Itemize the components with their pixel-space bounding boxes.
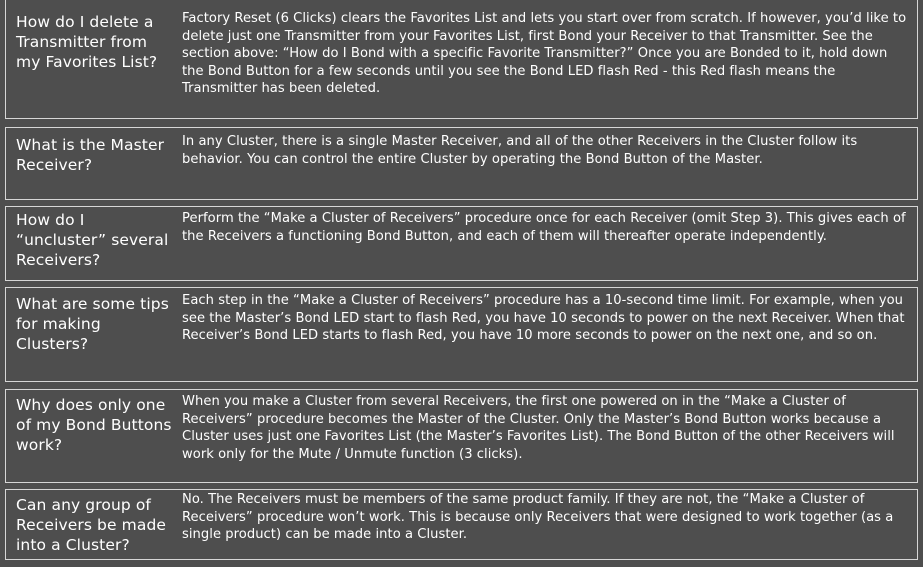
- faq-answer: In any Cluster, there is a single Master Receiver, and all of the other Receivers in the Cluster follow its behavior. You can control the entire Cluster by operating the Bond Button of the Master.: [182, 134, 858, 167]
- faq-row-cluster-tips: [5, 287, 918, 382]
- faq-row-uncluster: [5, 206, 918, 281]
- faq-row-master-receiver: [5, 127, 918, 200]
- faq-question: How do I delete a Transmitter from my Favorites List?: [16, 13, 158, 71]
- faq-answer: No. The Receivers must be members of the same product family. If they are not, the “Make a Cluster of Receivers” procedure won’t work. This is because only Receivers that were designed to work together (as a single product) can be made into a Cluster.: [182, 492, 894, 543]
- faq-question: Can any group of Receivers be made into a Cluster?: [16, 496, 167, 554]
- faq-row-delete-transmitter: [5, 0, 918, 119]
- faq-question: How do I “uncluster” several Receivers?: [16, 211, 169, 269]
- faq-question: What is the Master Receiver?: [16, 136, 165, 174]
- faq-answer: When you make a Cluster from several Receivers, the first one powered on in the “Make a Cluster of Receivers” procedure becomes the Master of the Cluster. Only the Master’s Bond Button works because a Cluster uses just one Favorites List (the Master’s Favorites List). The Bond Button of the other Receivers will work only for the Mute / Unmute function (3 clicks).: [182, 394, 895, 462]
- faq-question: Why does only one of my Bond Buttons work?: [16, 396, 172, 454]
- faq-answer: Each step in the “Make a Cluster of Receivers” procedure has a 10-second time limit. For example, when you see the Master’s Bond LED start to flash Red, you have 10 seconds to power on the next Receiver. When that Receiver’s Bond LED starts to flash Red, you have 10 more seconds to power on the next one, and so on.: [182, 293, 905, 344]
- faq-answer: Factory Reset (6 Clicks) clears the Favorites List and lets you start over from scratch. If however, you’d like to delete just one Transmitter from your Favorites List, first Bond your Receiver to that Transmitter. See the section above: “How do I Bond with a specific Favorite Transmitter?” Once you are Bonded to it, hold down the Bond Button for a few seconds until you see the Bond LED flash Red - this Red flash means the Transmitter has been deleted.: [182, 11, 907, 97]
- faq-answer: Perform the “Make a Cluster of Receivers” procedure once for each Receiver (omit Step 3). This gives each of the Receivers a functioning Bond Button, and each of them will thereafter operate independently.: [182, 211, 906, 244]
- faq-row-bond-buttons: [5, 389, 918, 483]
- faq-row-group-receivers: [5, 489, 918, 560]
- faq-question: What are some tips for making Clusters?: [16, 295, 169, 353]
